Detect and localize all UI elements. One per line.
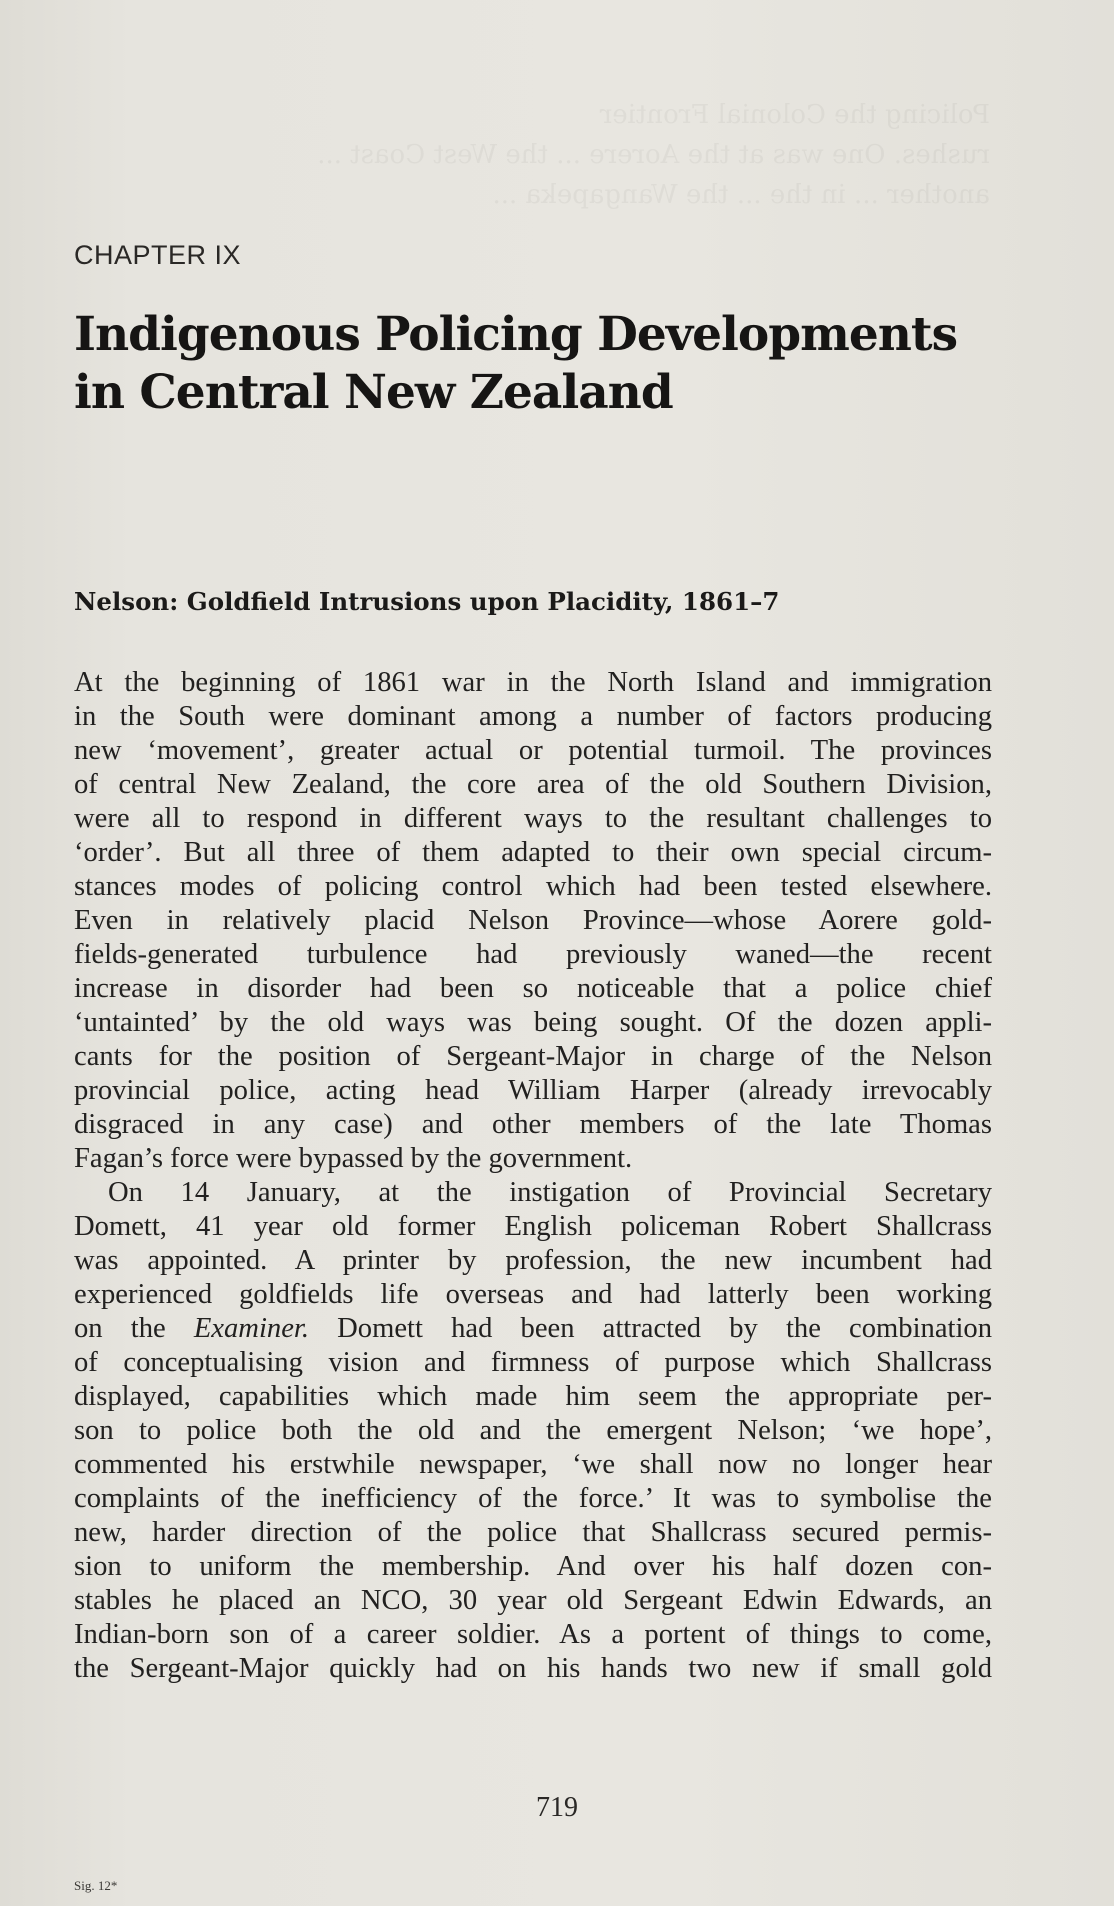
text-line: new, harder direction of the police that Shallcrass secured permis- bbox=[74, 1517, 992, 1548]
text-line: Fagan’s force were bypassed by the government. bbox=[74, 1143, 633, 1174]
text-line-with-italic bbox=[74, 1312, 992, 1346]
text-line: At the beginning of 1861 war in the North Island and immigration bbox=[74, 667, 992, 698]
text-line: disgraced in any case) and other members of the late Thomas bbox=[74, 1109, 992, 1140]
text-line: Even in relatively placid Nelson Province—whose Aorere gold- bbox=[74, 905, 992, 936]
text-line: fields-generated turbulence had previously waned—the recent bbox=[74, 939, 992, 970]
body-text bbox=[74, 666, 992, 1686]
text-line: stances modes of policing control which had been tested elsewhere. bbox=[74, 871, 992, 902]
text-line: cants for the position of Sergeant-Major in charge of the Nelson bbox=[74, 1041, 992, 1072]
text-line: was appointed. A printer by profession, the new incumbent had bbox=[74, 1245, 992, 1276]
text-line: Domett, 41 year old former English policeman Robert Shallcrass bbox=[74, 1211, 992, 1242]
bleed-through-text bbox=[210, 95, 990, 215]
text-line: the Sergeant-Major quickly had on his hands two new if small gold bbox=[74, 1653, 992, 1684]
text-line: provincial police, acting head William Harper (already irrevocably bbox=[74, 1075, 992, 1106]
text-line: of conceptualising vision and firmness of purpose which Shallcrass bbox=[74, 1347, 992, 1378]
chapter-label: CHAPTER IX bbox=[74, 240, 242, 270]
text-line: On 14 January, at the instigation of Provincial Secretary bbox=[108, 1177, 992, 1208]
text-line: of central New Zealand, the core area of the old Southern Division, bbox=[74, 769, 992, 800]
chapter-title: Indigenous Policing Developments in Central New Zealand bbox=[74, 307, 958, 420]
text-line: new ‘movement’, greater actual or potential turmoil. The provinces bbox=[74, 735, 992, 766]
text-run: on the bbox=[74, 1313, 194, 1344]
newspaper-title: Examiner. bbox=[193, 1313, 309, 1344]
section-heading: Nelson: Goldfield Intrusions upon Placidity, 1861–7 bbox=[74, 587, 780, 616]
text-line: commented his erstwhile newspaper, ‘we shall now no longer hear bbox=[74, 1449, 992, 1480]
text-line: in the South were dominant among a number of factors producing bbox=[74, 701, 992, 732]
text-line: son to police both the old and the emergent Nelson; ‘we hope’, bbox=[74, 1415, 992, 1446]
text-line: experienced goldfields life overseas and had latterly been working bbox=[74, 1279, 992, 1310]
paragraph-2 bbox=[74, 1176, 992, 1686]
signature-mark: Sig. 12* bbox=[74, 1878, 118, 1893]
text-line: Indian-born son of a career soldier. As a portent of things to come, bbox=[74, 1619, 992, 1650]
text-line: ‘untainted’ by the old ways was being sought. Of the dozen appli- bbox=[74, 1007, 992, 1038]
text-line: complaints of the inefficiency of the force.’ It was to symbolise the bbox=[74, 1483, 992, 1514]
text-line: stables he placed an NCO, 30 year old Sergeant Edwin Edwards, an bbox=[74, 1585, 992, 1616]
text-run: Domett had been attracted by the combination bbox=[309, 1313, 992, 1344]
text-line: sion to uniform the membership. And over his half dozen con- bbox=[74, 1551, 992, 1582]
text-line: were all to respond in different ways to the resultant challenges to bbox=[74, 803, 992, 834]
page-number: 719 bbox=[536, 1792, 578, 1823]
text-line: ‘order’. But all three of them adapted to their own special circum- bbox=[74, 837, 992, 868]
paragraph-1 bbox=[74, 666, 992, 1176]
text-line: increase in disorder had been so noticeable that a police chief bbox=[74, 973, 992, 1004]
text-line: displayed, capabilities which made him seem the appropriate per- bbox=[74, 1381, 992, 1412]
